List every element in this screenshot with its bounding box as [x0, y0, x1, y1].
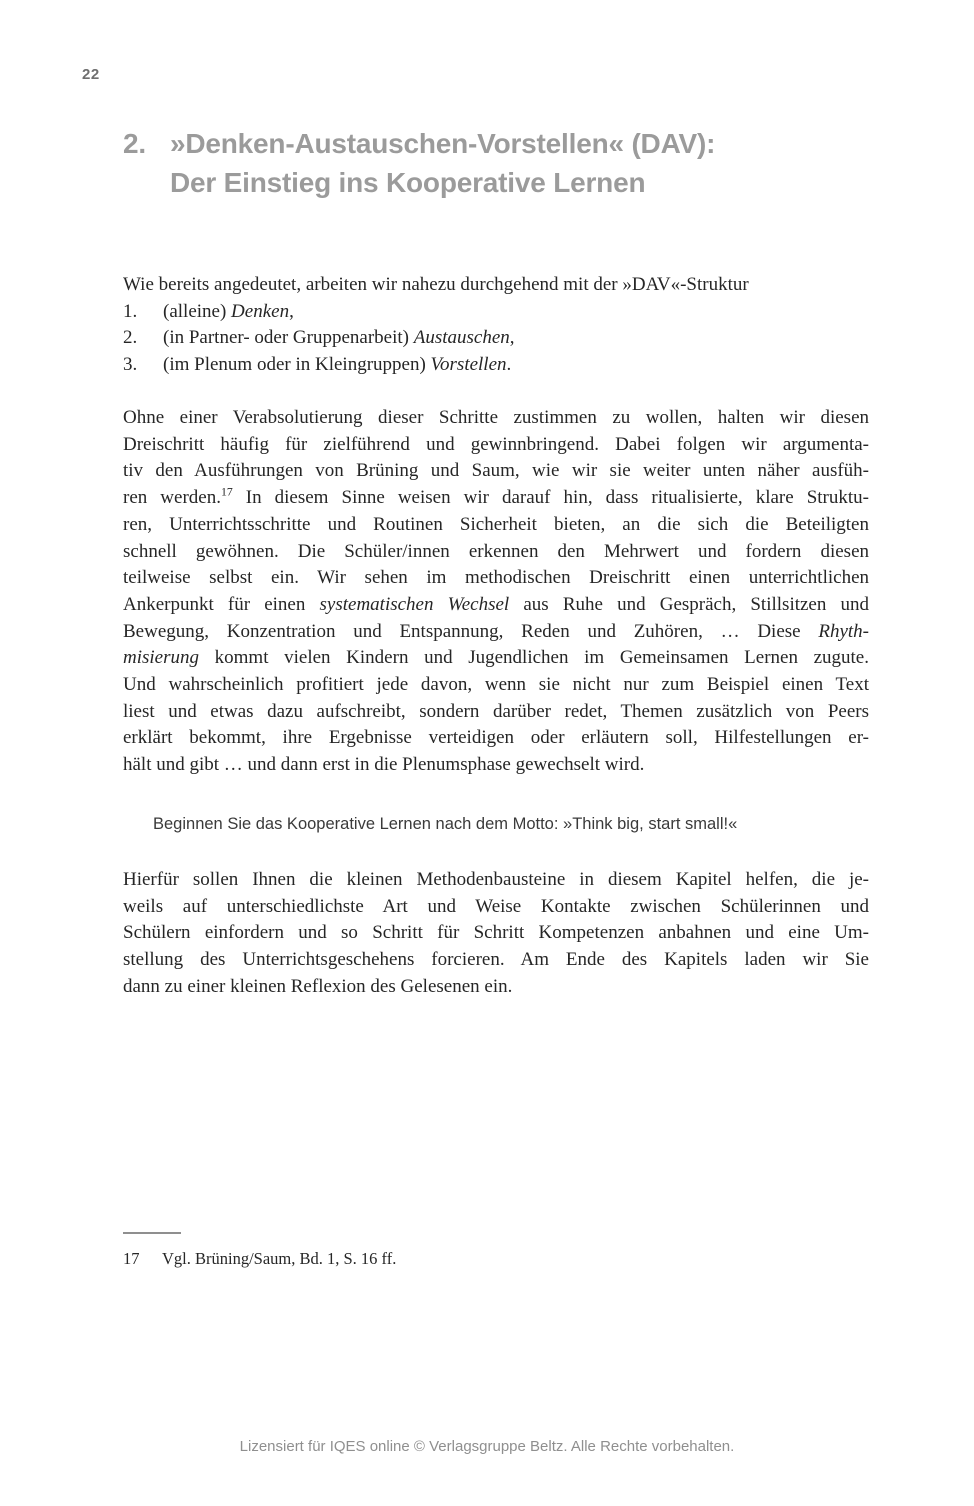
intro-line: Wie bereits angedeutet, arbeiten wir nahezu durchgehend mit der »DAV«-Struktur: [123, 274, 749, 295]
text-segment: erklärt bekommt, ihre Ergebnisse verteidigen oder erläutern soll, Hilfestellungen er-: [123, 727, 869, 749]
list-item-text: [163, 299, 869, 326]
text-line: [123, 565, 869, 592]
text-line: [123, 974, 869, 1001]
text-line: [123, 894, 869, 921]
text-segment: hält und gibt … und dann erst in die Plenumsphase gewechselt wird.: [123, 754, 645, 776]
text-segment: ,: [289, 300, 294, 322]
motto-line: Beginnen Sie das Kooperative Lernen nach dem Motto: »Think big, start small!«: [153, 815, 738, 833]
text-segment: Vorstellen: [430, 354, 507, 376]
text-line: [123, 592, 869, 619]
text-line: [123, 920, 869, 947]
list-item: [123, 299, 869, 326]
text-segment: aus Ruhe und Gespräch, Stillsitzen und: [509, 593, 870, 615]
text-segment: Bewegung, Konzentration und Entspannung, Reden und Zuhören, … Diese: [123, 620, 819, 642]
text-line: [123, 947, 869, 974]
page-number: 22: [82, 66, 100, 83]
text-segment: In diesem Sinne weisen wir darauf hin, dass ritualisierte, klare Struktu-: [232, 487, 869, 509]
paragraph-1: [123, 405, 869, 779]
list-item-text: [163, 325, 869, 352]
text-line: [123, 432, 869, 459]
list-item-number: 1.: [123, 300, 138, 322]
list-item-number: 3.: [123, 354, 138, 376]
text-segment: kommt vielen Kindern und Jugendlichen im Gemeinsamen Lernen zugute.: [199, 647, 869, 669]
text-segment: schnell gewöhnen. Die Schüler/innen erkennen den Mehrwert und fordern diesen: [123, 540, 869, 562]
list-item: [123, 325, 869, 352]
text-segment: Und wahrscheinlich profitiert jede davon, wenn sie nicht nur zum Beispiel einen Text: [123, 674, 869, 696]
text-segment: Hierfür sollen Ihnen die kleinen Methodenbausteine in diesem Kapitel helfen, die je-: [123, 869, 869, 890]
text-segment: Schülern einfordern und so Schritt für Schritt Kompetenzen anbahnen und eine Um-: [123, 922, 869, 944]
text-segment: Rhyth-: [818, 620, 869, 642]
text-segment: systematischen Wechsel: [319, 593, 510, 615]
chapter-title-line2: Der Einstieg ins Kooperative Lernen: [170, 167, 646, 198]
text-segment: .: [506, 354, 512, 376]
chapter-title-line1: »Denken-Austauschen-Vorstellen« (DAV):: [170, 128, 716, 159]
list-item: [123, 352, 869, 379]
text-segment: teilweise selbst ein. Wir sehen im methodischen Dreischritt einen unterrichtlichen: [123, 567, 869, 589]
footnote-text: Vgl. Brüning/Saum, Bd. 1, S. 16 ff.: [162, 1249, 397, 1268]
text-segment: ren werden.: [123, 487, 221, 509]
chapter-heading: [123, 124, 715, 202]
text-line: [123, 512, 869, 539]
text-segment: misierung: [123, 647, 199, 669]
text-line: [123, 405, 869, 432]
list-item-text: [163, 352, 869, 379]
chapter-title: [170, 124, 715, 202]
footnote-ref: 17: [220, 485, 233, 499]
text-line: [123, 485, 869, 512]
text-segment: (in Partner- oder Gruppenarbeit): [163, 327, 414, 349]
text-segment: Ankerpunkt für einen: [123, 593, 320, 615]
text-segment: (im Plenum oder in Kleingruppen): [163, 354, 431, 376]
text-line: [123, 752, 869, 779]
text-segment: tiv den Ausführungen von Brüning und Saum, wie wir sie weiter unten näher ausfüh-: [123, 460, 869, 482]
text-segment: Dreischritt häufig für zielführend und gewinnbringend. Dabei folgen wir argumenta-: [123, 433, 869, 455]
footnote-separator: [123, 1232, 181, 1234]
text-line: [123, 539, 869, 566]
text-segment: weils auf unterschiedlichste Art und Weise Kontakte zwischen Schülerinnen und: [123, 895, 869, 917]
text-line: [123, 619, 869, 646]
footnote-number: 17: [123, 1249, 140, 1268]
text-segment: Denken: [231, 300, 290, 322]
text-segment: dann zu einer kleinen Reflexion des Gelesenen ein.: [123, 975, 513, 997]
text-line: [123, 645, 869, 672]
text-line: [123, 867, 869, 894]
text-segment: Austauschen: [413, 327, 510, 349]
license-footer: Lizensiert für IQES online © Verlagsgruppe Beltz. Alle Rechte vorbehalten.: [239, 1438, 735, 1455]
intro-block: [123, 272, 869, 379]
text-line: [123, 458, 869, 485]
text-segment: Ohne einer Verabsolutierung dieser Schritte zustimmen zu wollen, halten wir diesen: [123, 407, 869, 428]
text-line: [123, 699, 869, 726]
footnote: [123, 1249, 396, 1269]
text-segment: ren, Unterrichtsschritte und Routinen Sicherheit bieten, an die sich die Beteiligten: [123, 513, 869, 535]
text-segment: (alleine): [163, 300, 232, 322]
text-line: [123, 672, 869, 699]
list-item-number: 2.: [123, 327, 138, 349]
text-segment: liest und etwas dazu aufschreibt, sondern darüber redet, Themen zusätzlich von Peers: [123, 700, 869, 722]
text-segment: ,: [509, 327, 515, 349]
chapter-number: 2.: [123, 128, 146, 159]
paragraph-2: [123, 867, 869, 1001]
text-segment: stellung des Unterrichtsgeschehens forcieren. Am Ende des Kapitels laden wir Sie: [123, 949, 869, 971]
text-line: [123, 725, 869, 752]
